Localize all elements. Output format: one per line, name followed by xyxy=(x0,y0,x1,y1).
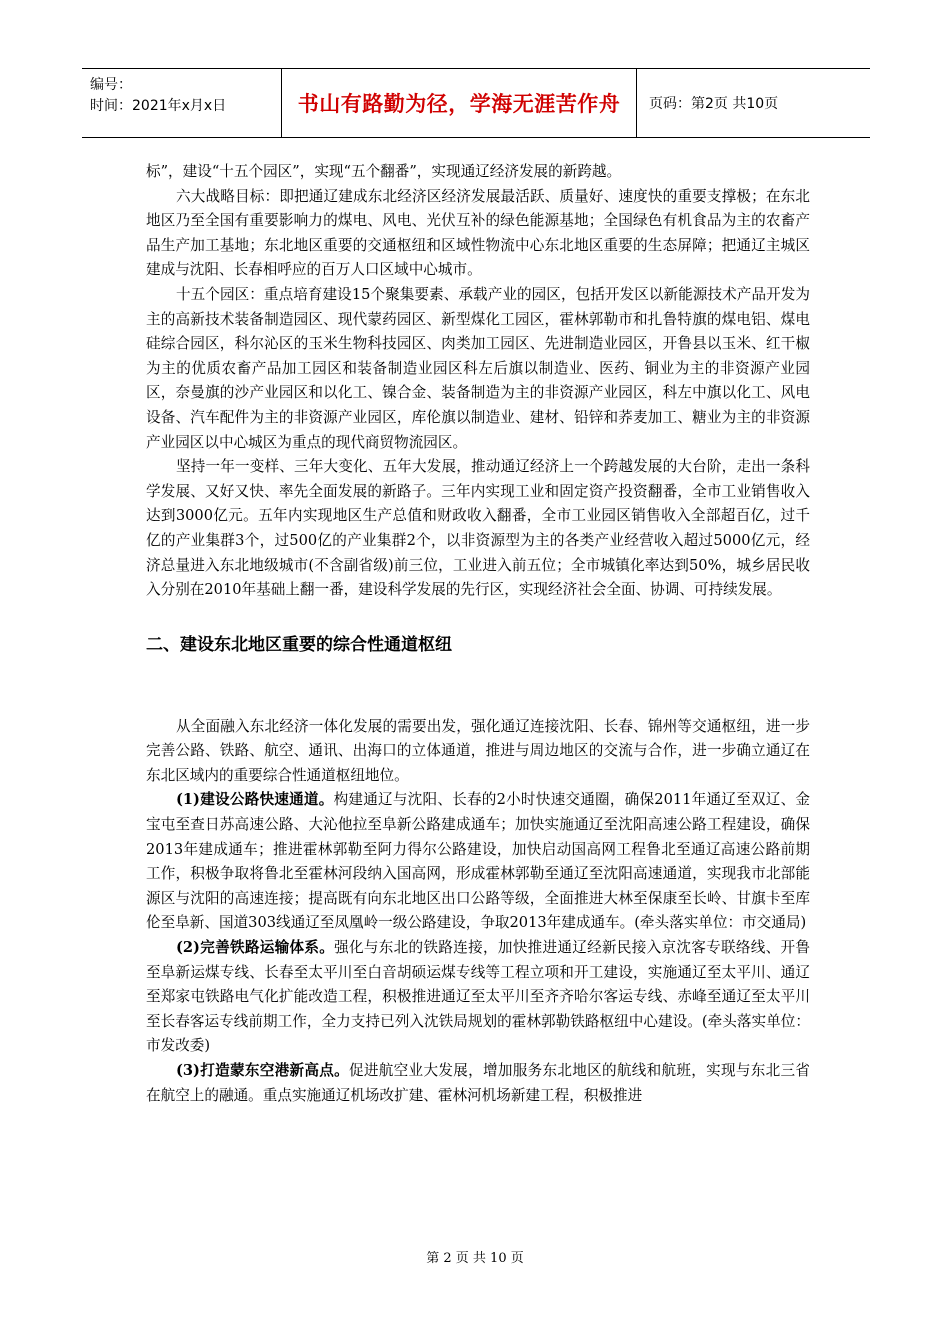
paragraph-continuation: 标”，建设“十五个园区”，实现“五个翻番”，实现通辽经济发展的新跨越。 xyxy=(146,163,622,180)
paragraph-railway xyxy=(146,936,810,1059)
page-footer: 第 2 页 共 10 页 xyxy=(426,1251,524,1266)
paragraph-airport xyxy=(146,1059,810,1108)
paragraph-strategic-goals: 六大战略目标：即把通辽建成东北经济区经济发展最活跃、质量好、速度快的重要支撑极；在东北地区乃至全国有重要影响力的煤电、风电、光伏互补的绿色能源基地；全国绿色有机食品为主的农畜产品生产加工基地；东北地区重要的交通枢纽和区域性物流中心东北地区重要的生态屏障；把通辽主城区建成与沈阳、长春相呼应的百万人口区域中心城市。 xyxy=(146,187,810,279)
header-meta xyxy=(82,69,282,137)
header-motto-cell xyxy=(282,69,637,137)
paragraph-fifteen-parks: 十五个园区：重点培育建设15个聚集要素、承载产业的园区，包括开发区以新能源技术产品开发为主的高新技术装备制造园区、现代蒙药园区、新型煤化工园区，霍林郭勒市和扎鲁特旗的煤电铝、煤电硅综合园区，科尔沁区的玉米生物科技园区、肉类加工园区、先进制造业园区，开鲁县以玉米、红干椒为主的优质农畜产品加工园区和装备制造业园区科左后旗以制造业、医药、铜业为主的非资源产业园区，奈曼旗的沙产业园区和以化工、镍合金、装备制造为主的非资源产业园区，科左中旗以化工、风电设备、汽车配件为主的非资源产业园区，库伦旗以制造业、建材、铅锌和荞麦加工、糖业为主的非资源产业园区以中心城区为重点的现代商贸物流园区。 xyxy=(146,285,810,451)
time-label: 时间：2021年x月x日 xyxy=(90,98,227,114)
header-motto: 书山有路勤为径，学海无涯苦作舟 xyxy=(297,92,621,116)
page-header xyxy=(82,68,870,138)
airport-lead: (3)打造蒙东空港新高点。 xyxy=(176,1062,350,1079)
paragraph-highway xyxy=(146,788,810,936)
paragraph-development-targets: 坚持一年一变样、三年大变化、五年大发展，推动通辽经济上一个跨越发展的大台阶，走出一条科学发展、又好又快、率先全面发展的新路子。三年内实现工业和固定资产投资翻番，全市工业销售收入达到3000亿元。五年内实现地区生产总值和财政收入翻番，全市工业园区销售收入全部超百亿，过千亿的产业集群3个，过500亿的产业集群2个，以非资源型为主的各类产业经营收入超过5000亿元，经济总量进入东北地级城市(不含副省级)前三位，工业进入前五位；全市城镇化率达到50%，城乡居民收入分别在2010年基础上翻一番，建设科学发展的先行区，实现经济社会全面、协调、可持续发展。 xyxy=(146,458,810,599)
highway-lead: (1)建设公路快速通道。 xyxy=(176,791,334,809)
document-body xyxy=(146,160,810,1108)
section-spacer xyxy=(146,657,810,715)
section-heading: 二、建设东北地区重要的综合性通道枢纽 xyxy=(146,634,452,655)
header-page-info: 页码：第2页 共10页 xyxy=(649,96,779,112)
airport-text: 促进航空业大发展，增加服务东北地区的航线和航班，实现与东北三省在航空上的融通。重点实施通辽机场改扩建、霍林河机场新建工程，积极推进 xyxy=(146,1062,810,1104)
paragraph-section-intro: 从全面融入东北经济一体化发展的需要出发，强化通辽连接沈阳、长春、锦州等交通枢纽，进一步完善公路、铁路、航空、通讯、出海口的立体通道，推进与周边地区的交流与合作，进一步确立通辽在东北区域内的重要综合性通道枢纽地位。 xyxy=(146,717,810,784)
header-page-info-cell xyxy=(637,69,870,137)
highway-text: 构建通辽与沈阳、长春的2小时快速交通圈，确保2011年通辽至双辽、金宝屯至查日苏高速公路、大沁他拉至阜新公路建成通车；加快实施通辽至沈阳高速公路工程建设，确保2013年建成通车；推进霍林郭勒至阿力得尔公路建设，加快启动国高网工程鲁北至通辽高速公路前期工作，积极争取将鲁北至霍林河段纳入国高网，形成霍林郭勒至通辽至沈阳高速通道，实现我市北部能源区与沈阳的高速连接；提高既有向东北地区出口公路等级，全面推进大林至保康至长岭、甘旗卡至库伦至阜新、国道303线通辽至凤凰岭一级公路建设，争取2013年建成通车。(牵头落实单位：市交通局) xyxy=(146,791,810,932)
serial-label: 编号： xyxy=(90,77,132,93)
railway-lead: (2)完善铁路运输体系。 xyxy=(176,939,335,957)
railway-text: 强化与东北的铁路连接，加快推进通辽经新民接入京沈客专联络线、开鲁至阜新运煤专线、长春至太平川至白音胡硕运煤专线等工程立项和开工建设，实施通辽至太平川、通辽至郑家屯铁路电气化扩能改造工程，积极推进通辽至太平川至齐齐哈尔客运专线、赤峰至通辽至太平川至长春客运专线前期工作，全力支持已列入沈铁局规划的霍林郭勒铁路枢纽中心建设。(牵头落实单位：市发改委) xyxy=(146,939,810,1055)
